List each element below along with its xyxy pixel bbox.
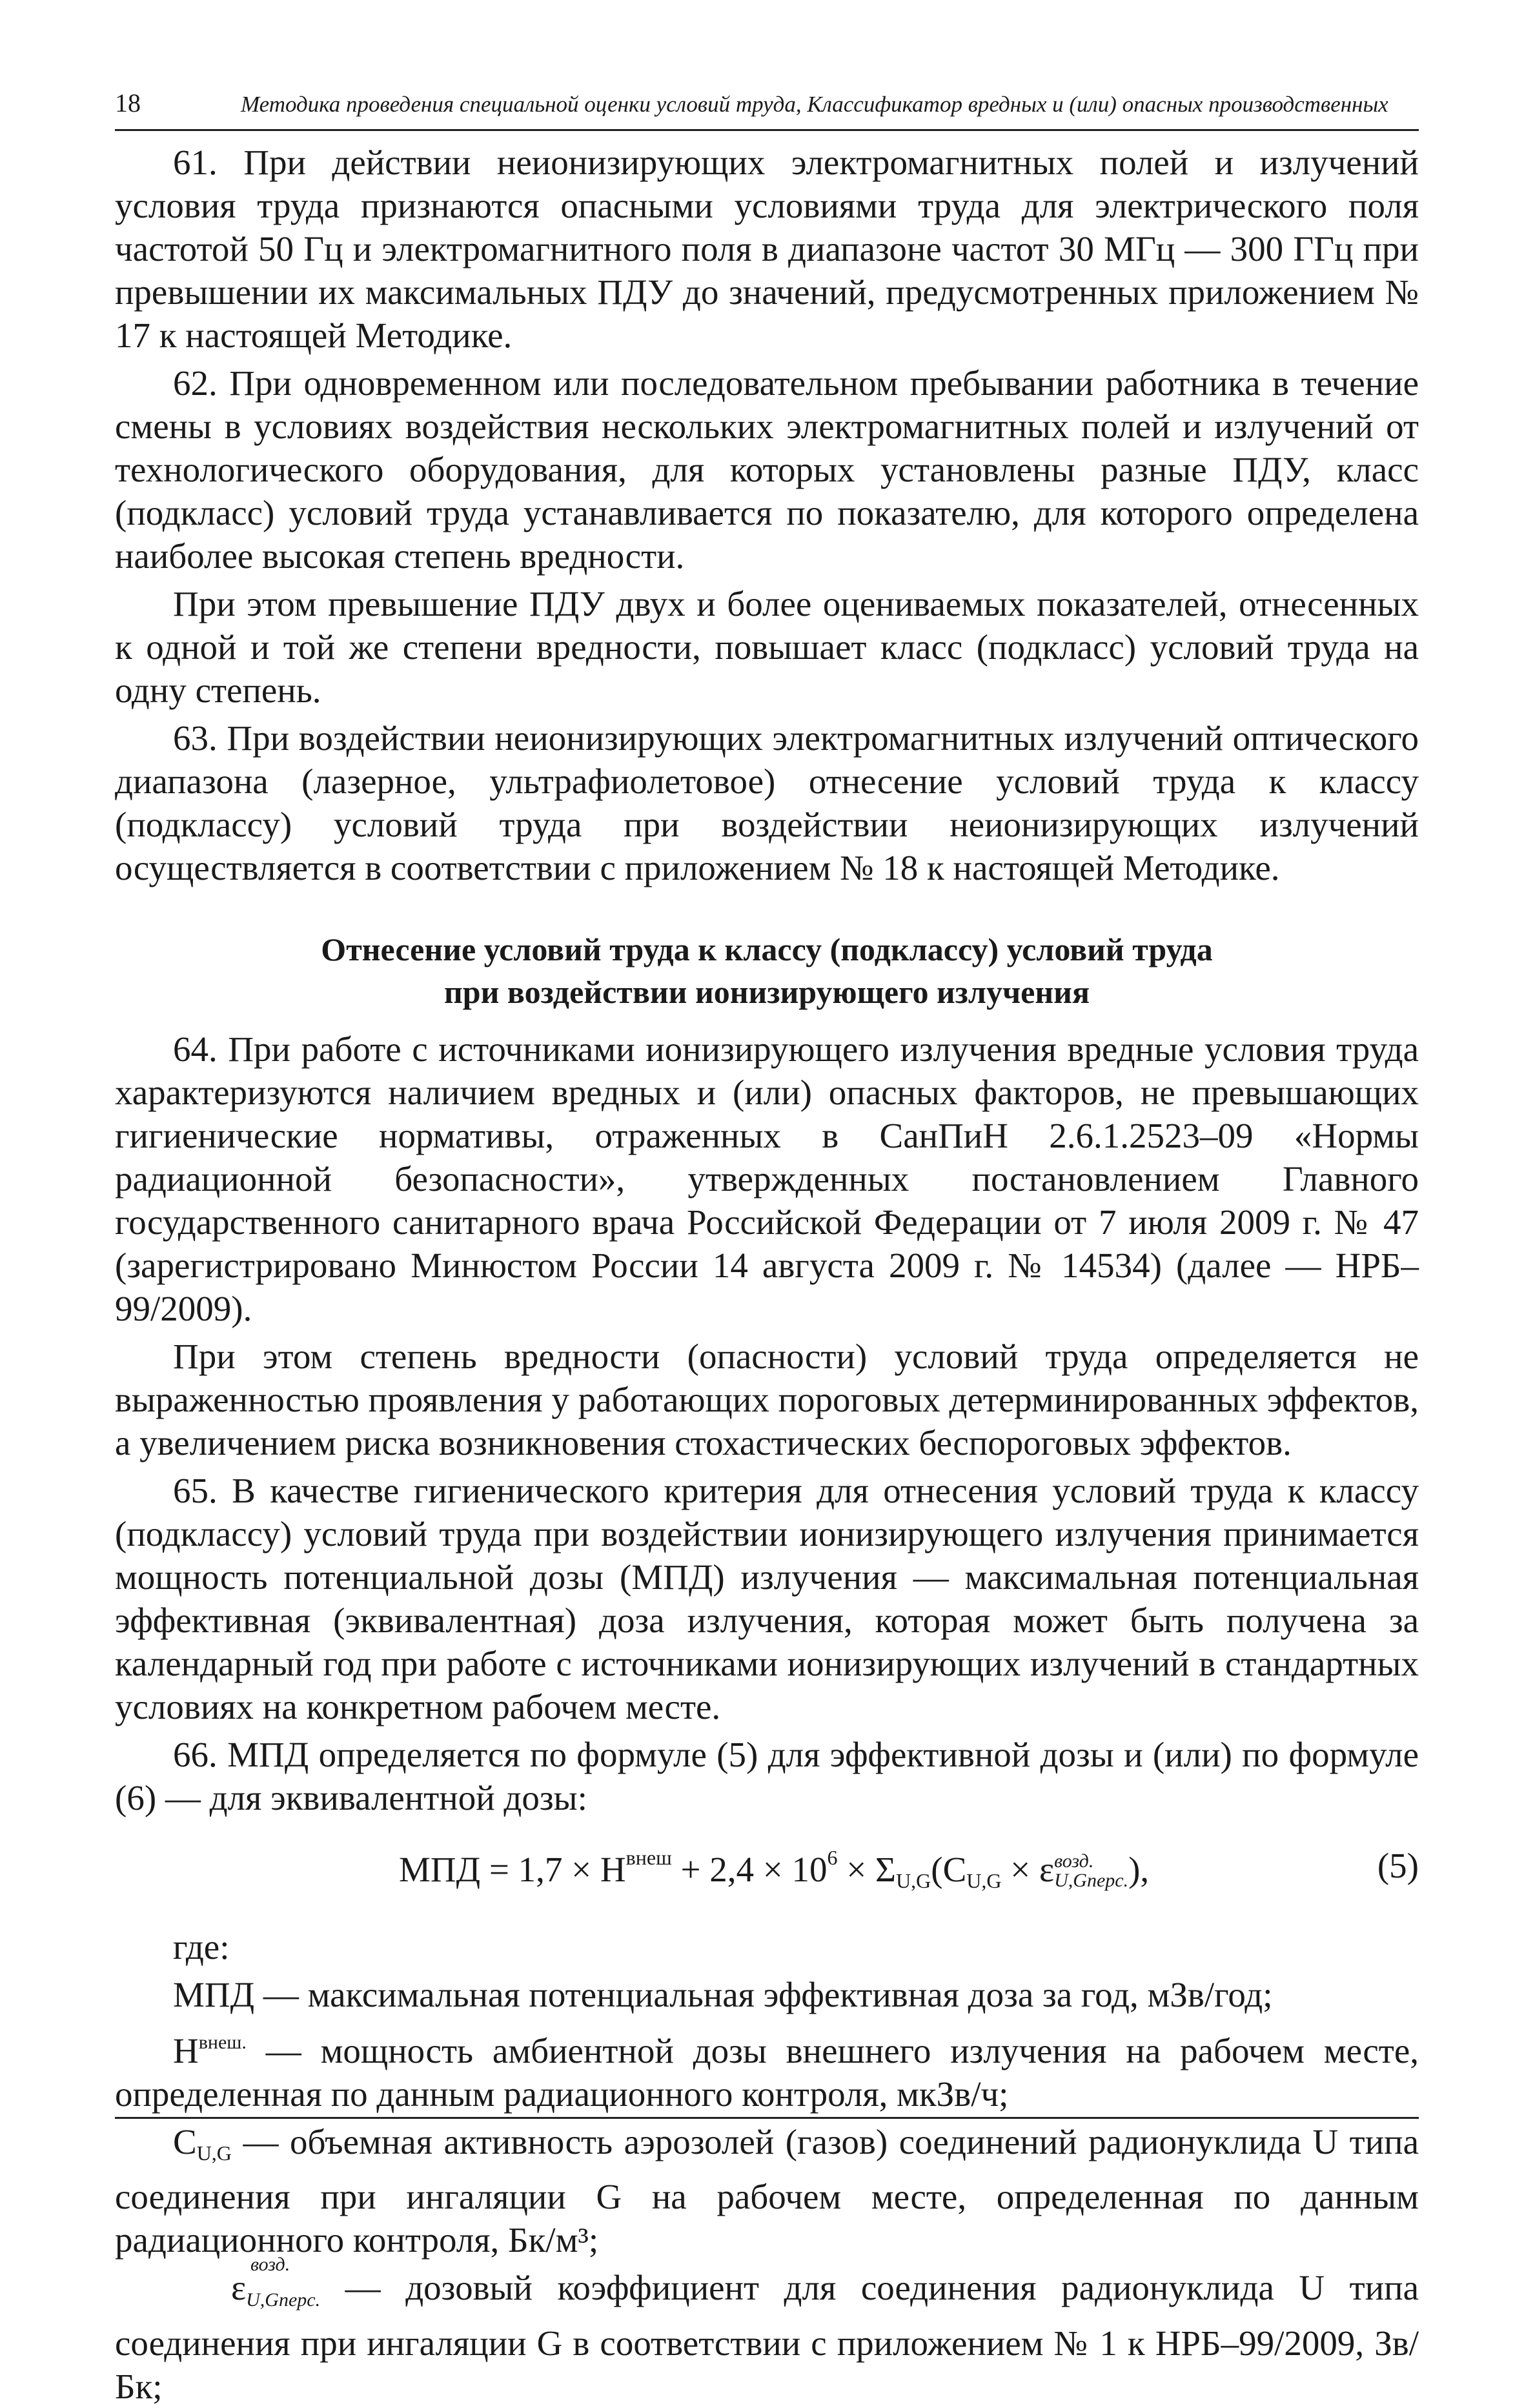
definition-h-superscript: внеш. — [198, 2032, 247, 2053]
formula-lhs: МПД = 1,7 × H — [399, 1850, 626, 1889]
paragraph-64: 64. При работе с источниками ионизирующего излучения вредные условия труда характеризуются наличием вредных и (или) опасных факторов, не превышающих гигиенические нормативы, отраженных в СанПиН 2.6.1.2523–09 «Нормы радиационной безопасности», утвержденных постановлением Главного государственного санитарного врача Российской Федерации от 7 июля 2009 г. № 47 (зарегистрировано Минюстом России 14 августа 2009 г. № 14534) (далее — НРБ–99/2009). — [115, 1029, 1419, 1328]
definition-epsilon-subscript: U,Gперс. — [246, 2289, 321, 2311]
page-number: 18 — [115, 88, 141, 117]
section-heading — [115, 928, 1419, 1013]
formula-epsilon-superscript: возд. — [1054, 1850, 1094, 1872]
formula-epsilon-indices — [1054, 1852, 1128, 1890]
definition-c-ug — [115, 2120, 1419, 2261]
definition-mpd: МПД — максимальная потенциальная эффективная доза за год, мЗв/год; — [173, 1975, 1273, 2014]
paragraph-66: 66. МПД определяется по формуле (5) для эффективной дозы и (или) по формуле (6) — для эквивалентной дозы: — [115, 1735, 1419, 1817]
definition-c-symbol: C — [173, 2122, 197, 2161]
formula-c-subscript: U,G — [966, 1869, 1002, 1892]
formula-h-superscript: внеш — [625, 1846, 672, 1869]
formula-sum-sign: × Σ — [837, 1850, 897, 1889]
definition-epsilon-symbol: ε — [231, 2268, 247, 2307]
paragraph-62-continued: При этом превышение ПДУ двух и более оцениваемых показателей, отнесенных к одной и той же степени вредности, повышает класс (подкласс) условий труда на одну степень. — [115, 584, 1419, 710]
definition-h-text: — мощность амбиентной дозы внешнего излучения на рабочем месте, определенная по данным радиационного контроля, мкЗв/ч; — [115, 2031, 1419, 2114]
formula-epsilon-subscript: U,Gперс. — [1054, 1870, 1129, 1891]
formula-coefficient: + 2,4 × 10 — [671, 1850, 828, 1889]
definition-c-text: — объемная активность аэрозолей (газов) соединений радионуклида U типа соединения при ингаляции G на рабочем месте, определенная по данным радиационного контроля, Бк/м³; — [115, 2122, 1419, 2260]
formula-exponent: 6 — [827, 1846, 838, 1869]
definition-epsilon — [115, 2254, 1419, 2408]
footer-divider — [115, 2117, 1419, 2119]
page-body — [115, 141, 1419, 2408]
paragraph-65: 65. В качестве гигиенического критерия для отнесения условий труда к классу (подклассу) условий труда при воздействии ионизирующего излучения принимается мощность потенциальной дозы (МПД) излучения — максимальная потенциальная эффективная (эквивалентная) доза излучения, которая может быть получена за календарный год при работе с источниками ионизирующих излучений в стандартных условиях на конкретном рабочем месте. — [115, 1471, 1419, 1726]
formula-sum-subscript: U,G — [896, 1869, 931, 1892]
formula-epsilon: × ε — [1001, 1850, 1055, 1889]
formula-5 — [115, 1822, 1419, 1892]
formula-c-symbol: (C — [931, 1850, 967, 1889]
definition-epsilon-text: — дозовый коэффициент для соединения радионуклида U типа соединения при ингаляции G в соответствии с приложением № 1 к НРБ–99/2009, Зв/Бк; — [115, 2268, 1419, 2406]
definition-epsilon-superscript: возд. — [250, 2254, 290, 2275]
formula-close: ), — [1128, 1850, 1150, 1889]
paragraph-62: 62. При одновременном или последовательном пребывании работника в течение смены в условиях воздействия нескольких электромагнитных полей и излучений от технологического оборудования, для которых установлены разные ПДУ, класс (подкласс) условий труда устанавливается по показателю, для которого определена наиболее высокая степень вредности. — [115, 363, 1419, 576]
definition-h-symbol: H — [173, 2031, 199, 2070]
paragraph-61: 61. При действии неионизирующих электромагнитных полей и излучений условия труда признаются опасными условиями труда для электрического поля частотой 50 Гц и электромагнитного поля в диапазоне частот 30 МГц — 300 ГГц при превышении их максимальных ПДУ до значений, предусмотренных приложением № 17 к настоящей Методике. — [115, 143, 1419, 355]
formula-expression — [399, 1836, 1149, 1903]
paragraph-64-continued: При этом степень вредности (опасности) условий труда определяется не выраженностью проявления у работающих пороговых детерминированных эффектов, а увеличением риска возникновения стохастических беспороговых эффектов. — [115, 1337, 1419, 1462]
paragraph-63: 63. При воздействии неионизирующих электромагнитных излучений оптического диапазона (лазерное, ультрафиолетовое) отнесение условий труда к классу (подклассу) условий труда при воздействии неионизирующих излучений осуществляется в соответствии с приложением № 18 к настоящей Методике. — [115, 718, 1419, 887]
running-title: Методика проведения специальной оценки условий труда, Классификатор вредных и (или) опасных производственных — [241, 92, 1388, 117]
definition-c-subscript: U,G — [196, 2141, 232, 2165]
definition-epsilon-symbol-group — [173, 2254, 321, 2322]
section-heading-line-2: при воздействии ионизирующего излучения — [444, 974, 1090, 1010]
section-heading-line-1: Отнесение условий труда к классу (подклассу) условий труда — [321, 931, 1213, 967]
definition-h-external — [115, 2021, 1419, 2116]
where-label: где: — [173, 1927, 230, 1967]
formula-number: (5) — [1377, 1846, 1419, 1885]
page-header — [115, 77, 1419, 131]
